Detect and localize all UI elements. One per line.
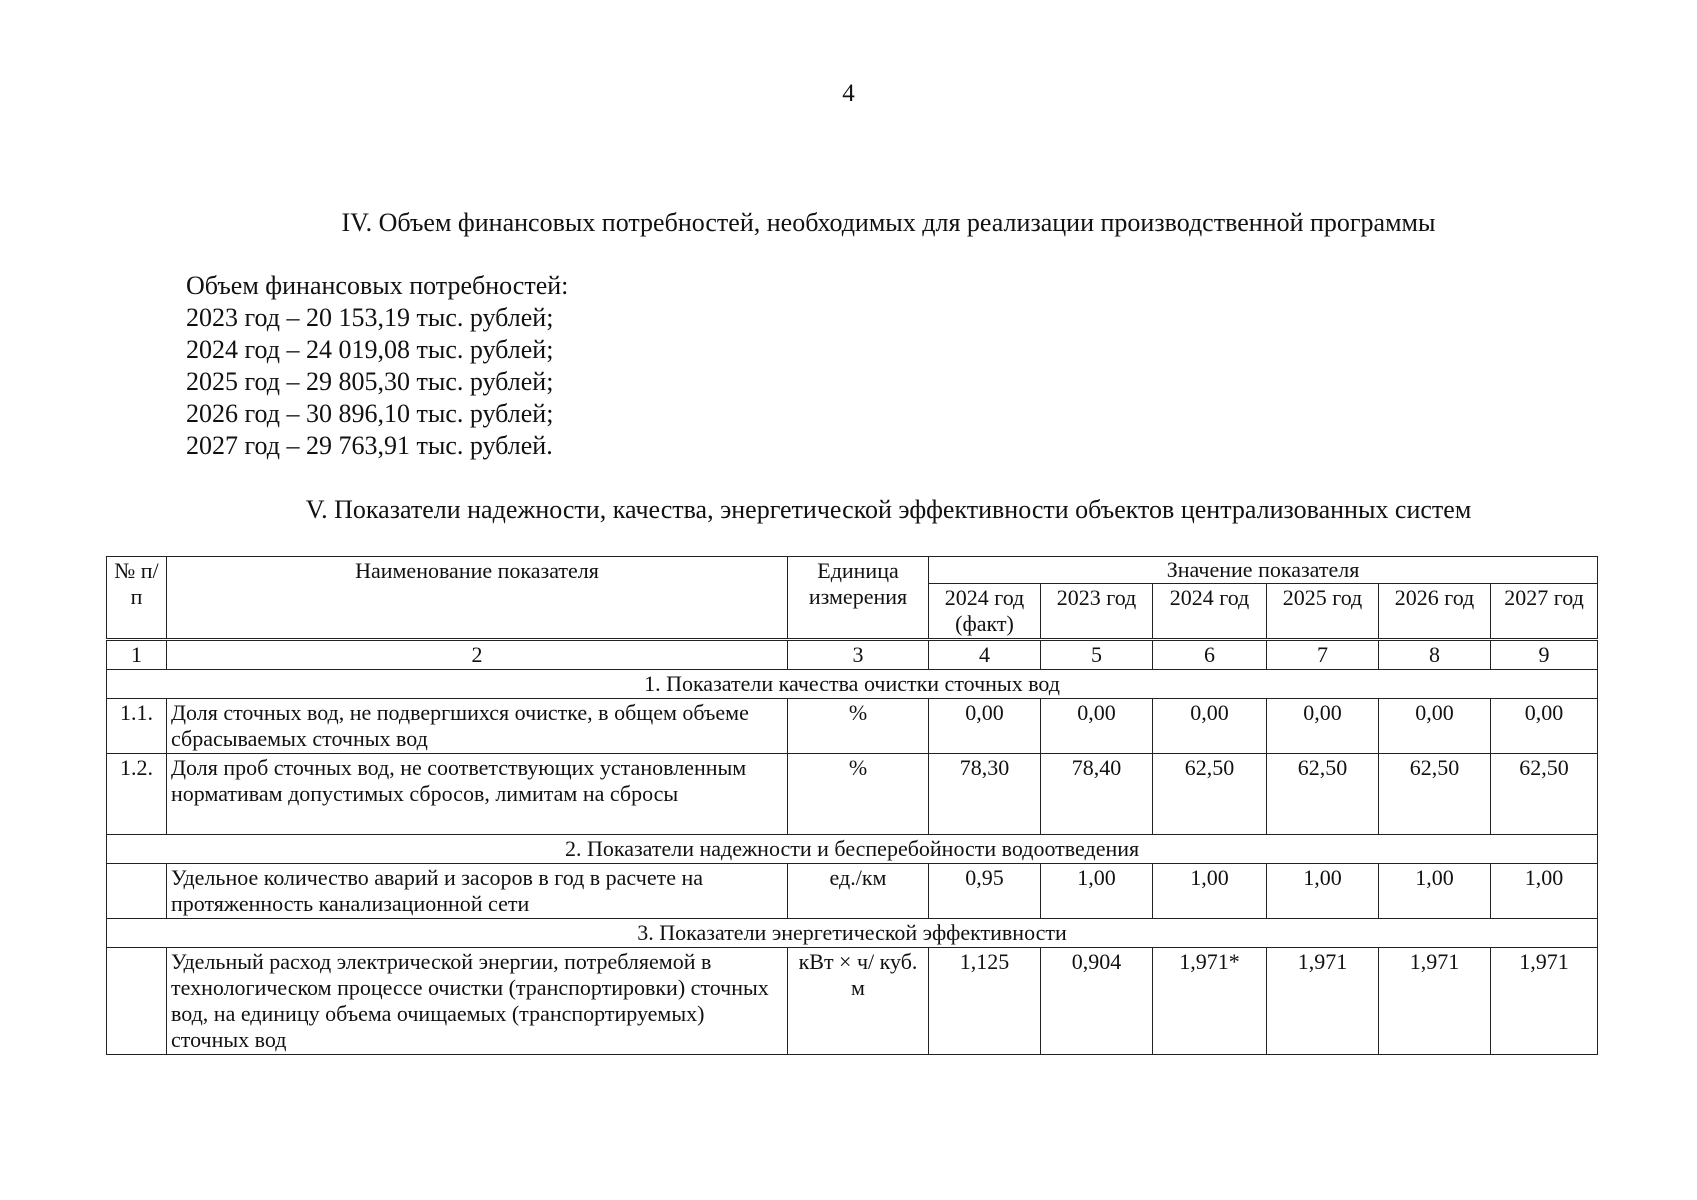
header-unit: Единица измерения: [788, 557, 929, 640]
section-v-title: V. Показатели надежности, качества, энергетической эффективности объектов централизованных систем: [305, 495, 1472, 524]
row-name: Доля сточных вод, не подвергшихся очистке, в общем объеме сбрасываемых сточных вод: [167, 699, 788, 754]
finance-line-2023: 2023 год – 20 153,19 тыс. рублей;: [186, 303, 554, 332]
finance-line-2024: 2024 год – 24 019,08 тыс. рублей;: [186, 335, 554, 364]
row-name: Удельный расход электрической энергии, потребляемой в технологическом процессе очистки (транспортировки) сточных вод, на единицу объема очищаемых (транспортируемых) сточных вод: [167, 948, 788, 1055]
header-year-2024-fact: 2024 год (факт): [929, 584, 1041, 640]
group-row-quality: [107, 670, 1598, 699]
finance-line-2027: 2027 год – 29 763,91 тыс. рублей.: [186, 431, 553, 460]
header-year-2027: 2027 год: [1491, 584, 1598, 640]
row-value: 1,00: [1153, 864, 1267, 919]
column-number: 5: [1041, 640, 1153, 670]
row-value: 78,30: [929, 754, 1041, 835]
row-name: Удельное количество аварий и засоров в год в расчете на протяженность канализационной сети: [167, 864, 788, 919]
column-numbers-row: [107, 640, 1598, 670]
group-title: 1. Показатели качества очистки сточных вод: [107, 670, 1598, 699]
header-year-2025: 2025 год: [1267, 584, 1379, 640]
row-num: [107, 948, 167, 1055]
row-value: 1,971: [1491, 948, 1598, 1055]
header-value-group: Значение показателя: [929, 557, 1598, 584]
header-year-2023: 2023 год: [1041, 584, 1153, 640]
table-row: [107, 864, 1598, 919]
row-num: 1.1.: [107, 699, 167, 754]
column-number: 8: [1379, 640, 1491, 670]
row-value: 0,00: [1267, 699, 1379, 754]
finance-volume-block: [186, 270, 568, 462]
row-value: 78,40: [1041, 754, 1153, 835]
finance-intro: Объем финансовых потребностей:: [186, 271, 569, 300]
row-value: 62,50: [1267, 754, 1379, 835]
column-number: 9: [1491, 640, 1598, 670]
row-value: 0,00: [1491, 699, 1598, 754]
column-number: 7: [1267, 640, 1379, 670]
header-year-2024: 2024 год: [1153, 584, 1267, 640]
section-iv-title: IV. Объем финансовых потребностей, необходимых для реализации производственной программы: [341, 208, 1436, 237]
finance-line-2026: 2026 год – 30 896,10 тыс. рублей;: [186, 399, 554, 428]
row-value: 1,00: [1491, 864, 1598, 919]
table-row: [107, 754, 1598, 835]
row-num: [107, 864, 167, 919]
column-number: 1: [107, 640, 167, 670]
row-value: 1,125: [929, 948, 1041, 1055]
row-name: Доля проб сточных вод, не соответствующих установленным нормативам допустимых сбросов, лимитам на сбросы: [167, 754, 788, 835]
row-value: 62,50: [1491, 754, 1598, 835]
column-number: 6: [1153, 640, 1267, 670]
indicators-table: [106, 556, 1598, 1055]
row-value: 0,904: [1041, 948, 1153, 1055]
column-number: 4: [929, 640, 1041, 670]
group-title: 2. Показатели надежности и бесперебойности водоотведения: [107, 835, 1598, 864]
row-value: 1,971: [1379, 948, 1491, 1055]
column-number: 3: [788, 640, 929, 670]
row-value: 1,971: [1267, 948, 1379, 1055]
row-num: 1.2.: [107, 754, 167, 835]
row-value: 0,95: [929, 864, 1041, 919]
row-value: 1,00: [1267, 864, 1379, 919]
row-unit: ед./км: [788, 864, 929, 919]
group-row-energy: [107, 919, 1598, 948]
row-unit: %: [788, 754, 929, 835]
row-value: 0,00: [1379, 699, 1491, 754]
group-row-reliability: [107, 835, 1598, 864]
row-value: 0,00: [929, 699, 1041, 754]
header-name: Наименование показателя: [167, 557, 788, 640]
row-unit: кВт × ч/ куб. м: [788, 948, 929, 1055]
row-value: 1,00: [1041, 864, 1153, 919]
row-value: 1,971*: [1153, 948, 1267, 1055]
row-value: 0,00: [1041, 699, 1153, 754]
finance-line-2025: 2025 год – 29 805,30 тыс. рублей;: [186, 367, 554, 396]
row-unit: %: [788, 699, 929, 754]
row-value: 1,00: [1379, 864, 1491, 919]
column-number: 2: [167, 640, 788, 670]
header-num: № п/п: [107, 557, 167, 640]
header-year-2026: 2026 год: [1379, 584, 1491, 640]
table-row: [107, 699, 1598, 754]
page-number: 4: [842, 80, 855, 107]
row-value: 62,50: [1379, 754, 1491, 835]
table-row: [107, 948, 1598, 1055]
row-value: 0,00: [1153, 699, 1267, 754]
group-title: 3. Показатели энергетической эффективности: [107, 919, 1598, 948]
row-value: 62,50: [1153, 754, 1267, 835]
table-header-row: [107, 557, 1598, 584]
